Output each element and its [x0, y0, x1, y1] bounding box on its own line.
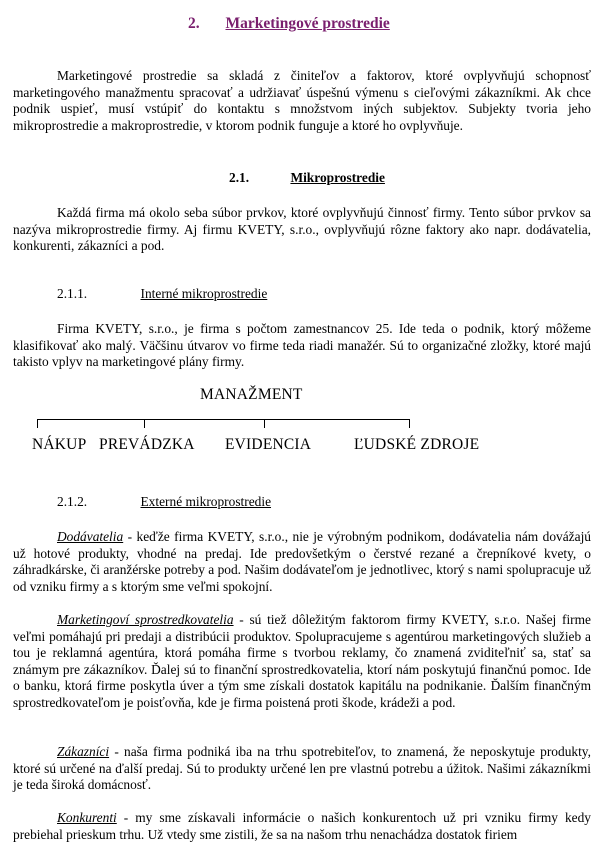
chapter-heading [188, 15, 390, 33]
subsection-number: 2.1.1. [57, 286, 88, 301]
section-number: 2.1. [229, 170, 250, 185]
term-text: - keďže firma KVETY, s.r.o., nie je výrobným podnikom, dodávatelia nám dovážajú už hotové produkty, vhodné na predaj. Ide predovšetkým o čerstvé rezané a črepníkové kvety, o záhradkárske, či aranžérske potreby a pod. Našim dodávateľom je jednotlivec, ktorý s nami spolupracuje už od vzniku firmy a s ktorým sme veľmi spokojní. [13, 529, 591, 594]
external-konkurenti [13, 810, 591, 843]
term-label: Marketingoví sprostredkovatelia [57, 612, 234, 627]
section-title: Mikroprostredie [290, 170, 385, 185]
term-label: Dodávatelia [57, 529, 124, 544]
mikroprostredie-paragraph: Každá firma má okolo seba súbor prvkov, ktoré ovplyvňujú činnosť firmy. Tento súbor prvkov sa nazýva mikroprostredie firmy. Aj firmu KVETY, s.r.o., ovplyvňujú rôzne faktory ako napr. dodávatelia, konkurenti, zákazníci a pod. [13, 205, 591, 254]
interne-paragraph: Firma KVETY, s.r.o., je firma s počtom zamestnancov 25. Ide teda o podnik, ktorý môžeme klasifikovať ako malý. Väčšinu útvarov vo firme teda riadi manažér. Sú to organizačné zložky, ktoré majú takisto vplyv na marketingové plány firmy. [13, 321, 591, 370]
org-branch-line [264, 419, 265, 428]
subsection-heading-externe [57, 494, 271, 510]
external-zakaznici [13, 744, 591, 794]
chapter-title: Marketingové prostredie [225, 15, 390, 32]
term-label: Konkurenti [57, 810, 117, 825]
org-horizontal-line [37, 419, 410, 420]
section-heading-mikroprostredie [229, 170, 385, 186]
external-sprostredkovatelia [13, 612, 591, 712]
org-node-nakup: NÁKUP [32, 436, 87, 453]
term-text: - sú tiež dôležitým faktorom firmy KVETY, s.r.o. Našej firme veľmi pomáhajú pri predaji a distribúcii produktov. Spolupracujeme s agentúrou marketingových služieb a tou je reklamná agentúra, ktorá pomáha firme s tvorbou reklamy, čo znamená zviditeľniť sa, stať sa známym pre zákazníkov. Ďalej sú to finanční sprostredkovatelia, ktorí nám poskytujú finančnú pomoc. Ide o banku, ktorá firme poskytla úver a tým sme získali dostatok kapitálu na podnikanie. Ďalším finančným sprostredkovateľom je poisťovňa, kde je firma poistená proti škode, krádeži a pod. [13, 612, 591, 710]
subsection-heading-interne [57, 286, 267, 302]
chapter-number: 2. [188, 15, 200, 32]
org-branch-line [37, 419, 38, 428]
org-node-prevadzka: PREVÁDZKA [99, 436, 195, 453]
intro-paragraph: Marketingové prostredie sa skladá z činiteľov a faktorov, ktoré ovplyvňujú schopnosť marketingového manažmentu spracovať a udržiavať úspešnú výmenu s cieľovými zákazníkmi. Ak chce podnik uspieť, musí vstúpiť do kontaktu s množstvom iných subjektov. Subjekty tvoria jeho mikroprostredie a makroprostredie, v ktorom podnik funguje a ktoré ho ovplyvňuje. [13, 68, 591, 133]
subsection-title: Externé mikroprostredie [140, 494, 272, 509]
org-node-ludske-zdroje: ĽUDSKÉ ZDROJE [354, 436, 480, 453]
org-root-label: MANAŽMENT [200, 386, 303, 403]
org-branch-line [409, 419, 410, 428]
subsection-number: 2.1.2. [57, 494, 88, 509]
term-text: - my sme získavali informácie o našich konkurentoch už pri vzniku firmy kedy prebiehal prieskum trhu. Už vtedy sme zistili, že sa na našom trhu nenachádza dostatok firiem [13, 810, 591, 842]
term-text: - naša firma podniká iba na trhu spotrebiteľov, to znamená, že neposkytuje produkty, ktoré sú určené na ďalší predaj. Sú to produkty určené len pre vlastnú potrebu a úžitok. Našimi zákazníkmi je teda široká domácnosť. [13, 744, 591, 793]
org-node-evidencia: EVIDENCIA [225, 436, 312, 453]
external-dodavatelia [13, 529, 591, 595]
subsection-title: Interné mikroprostredie [140, 286, 268, 301]
org-branch-line [144, 419, 145, 428]
term-label: Zákazníci [57, 744, 110, 759]
